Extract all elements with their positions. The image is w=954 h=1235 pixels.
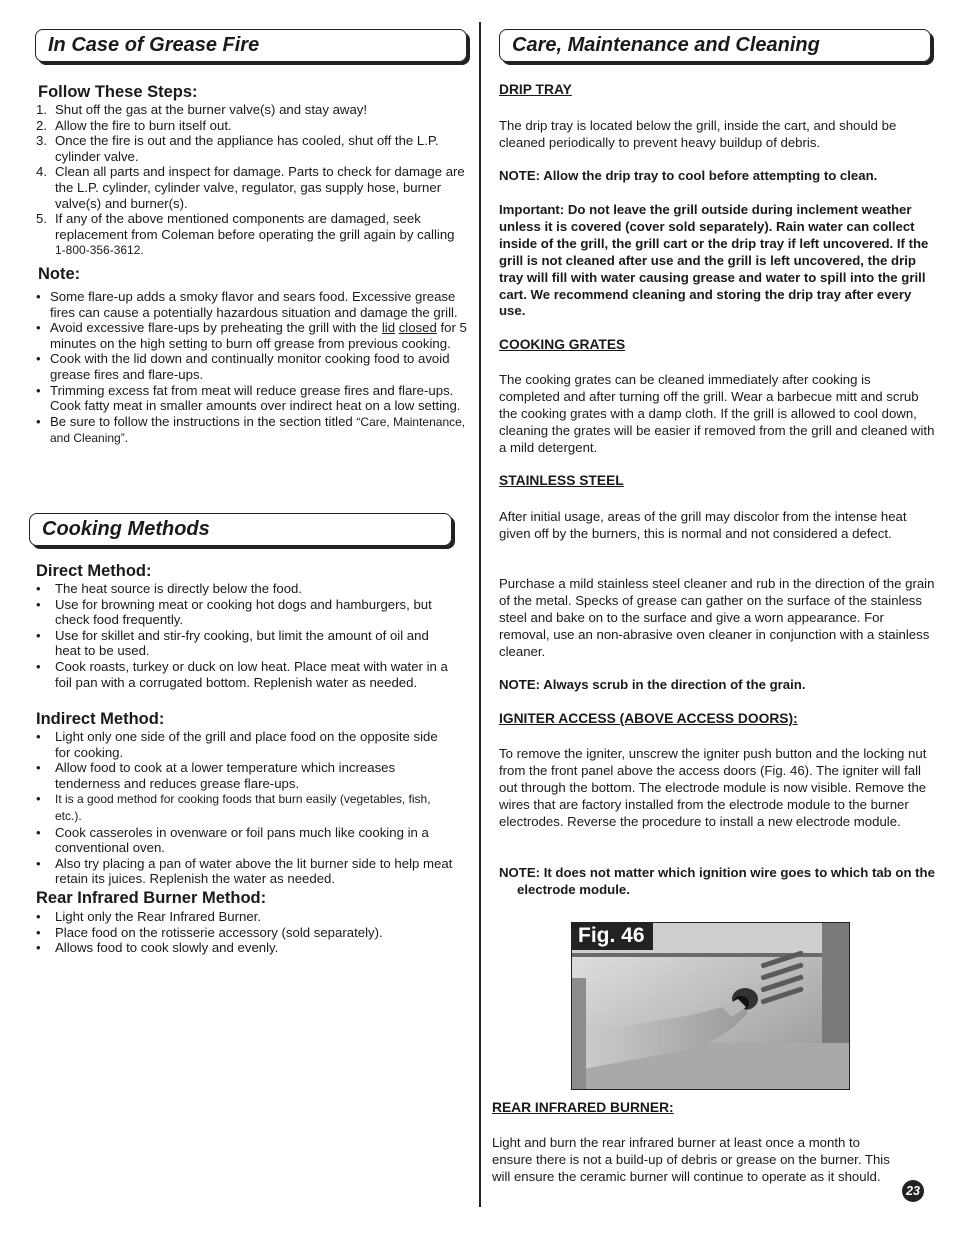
steps-list	[36, 102, 468, 259]
list-item: • Some flare-up adds a smoky flavor and sears food. Excessive grease fires can cause a potentially hazardous situation and damage the grill.	[36, 289, 458, 320]
list-item: 3. Once the fire is out and the appliance has cooled, shut off the L.P. cylinder valve.	[36, 133, 439, 164]
drip-tray-note: NOTE: Allow the drip tray to cool before attempting to clean.	[499, 168, 878, 183]
indirect-method-heading: Indirect Method:	[36, 710, 165, 728]
igniter-access-note: NOTE: It does not matter which ignition wire goes to which tab on the electrode module.	[499, 865, 935, 897]
care-title: Care, Maintenance and Cleaning	[499, 29, 931, 62]
list-item: • Use for skillet and stir-fry cooking, but limit the amount of oil and heat to be used.	[36, 627, 429, 659]
drip-tray-text: The drip tray is located below the grill, inside the cart, and should be cleaned periodically to prevent heavy buildup of debris.	[499, 118, 897, 150]
list-item: • Allows food to cook slowly and evenly.	[36, 940, 279, 956]
list-item: • Cook casseroles in ovenware or foil pans much like cooking in a conventional oven.	[36, 824, 429, 856]
stainless-steel-text-1: After initial usage, areas of the grill may discolor from the intense heat given off by the burners, this is normal and not considered a defect.	[499, 509, 907, 541]
list-item: • Use for browning meat or cooking hot dogs and hamburgers, but check food frequently.	[36, 596, 432, 628]
cooking-grates-text: The cooking grates can be cleaned immediately after cooking is completed and after turning off the grill. Wear a barbecue mitt and scrub the cooking grates with a damp cloth. If the grill is allowed to cool down, cleaning the grates will be easier if removed from the grill and cleaned with a mild detergent.	[499, 372, 935, 455]
igniter-access-text: To remove the igniter, unscrew the igniter push button and the locking nut from the front panel above the access doors (Fig. 46). The igniter will fall out through the bottom. The electrode module is now visible. Remove the wires that are factory installed from the electrode module to the burner electrodes. Reverse the procedure to install a new electrode module.	[499, 746, 927, 829]
indirect-method-list	[36, 729, 456, 887]
steps-heading: Follow These Steps:	[38, 83, 198, 101]
column-divider	[479, 22, 481, 1207]
list-item: 5. If any of the above mentioned components are damaged, seek replacement from Coleman before operating the grill again by calling 1-800-356-3612.	[36, 211, 455, 258]
list-item: • Cook with the lid down and continually monitor cooking food to avoid grease fires and flare-ups.	[36, 351, 450, 382]
list-item: • Light only the Rear Infrared Burner.	[36, 909, 261, 924]
rear-method-list	[36, 909, 456, 956]
rear-method-heading: Rear Infrared Burner Method:	[36, 889, 267, 907]
list-item: 2. Allow the fire to burn itself out.	[36, 117, 232, 133]
igniter-access-heading: IGNITER ACCESS (ABOVE ACCESS DOORS):	[499, 711, 798, 726]
list-item: • Place food on the rotisserie accessory (sold separately).	[36, 924, 383, 940]
direct-method-heading: Direct Method:	[36, 562, 152, 580]
stainless-steel-note: NOTE: Always scrub in the direction of the grain.	[499, 677, 806, 692]
cooking-methods-title: Cooking Methods	[29, 513, 452, 546]
list-item: • Avoid excessive flare-ups by preheating the grill with the lid closed for 5 minutes on the high setting to burn off grease from previous cooking.	[36, 320, 467, 351]
list-item: • Cook roasts, turkey or duck on low heat. Place meat with water in a foil pan with a corrugated bottom. Replenish water as needed.	[36, 658, 448, 690]
list-item: • Also try placing a pan of water above the lit burner side to help meat retain its juices. Replenish the water as needed.	[36, 855, 453, 887]
grease-fire-title: In Case of Grease Fire	[35, 29, 467, 62]
list-item: • Trimming excess fat from meat will reduce grease fires and flare-ups. Cook fatty meat in smaller amounts over indirect heat on a low setting.	[36, 382, 461, 414]
cooking-grates-heading: COOKING GRATES	[499, 337, 626, 352]
rear-infrared-burner-text: Light and burn the rear infrared burner at least once a month to ensure there is not a build-up of debris or grease on the burner. This will ensure the ceramic burner will continue to operate as it should.	[492, 1135, 890, 1184]
list-item: • Allow food to cook at a lower temperature which increases tenderness and reduces grease flare-ups.	[36, 760, 396, 791]
drip-tray-important: Important: Do not leave the grill outside during inclement weather unless it is covered (cover sold separately). Rain water can collect inside of the grill, the grill cart or the drip tray if left uncovered. If the grill is not cleaned after use and the grill is left uncovered, the drip tray will fill with water causing grease and water to spill into the grill cart. We recommend cleaning and storing the drip tray after every use.	[499, 202, 929, 319]
notes-list	[36, 289, 468, 447]
list-item: • Be sure to follow the instructions in the section titled “Care, Maintenance, and Cleaning”.	[36, 413, 466, 446]
page-number: 23	[902, 1180, 924, 1202]
list-item: • It is a good method for cooking foods that burn easily (vegetables, fish, etc.).	[36, 791, 431, 823]
list-item: • The heat source is directly below the food.	[36, 581, 303, 596]
direct-method-list	[36, 581, 456, 690]
note-heading: Note:	[38, 265, 81, 283]
figure-46	[571, 922, 850, 1090]
list-item: 4. Clean all parts and inspect for damage. Parts to check for damage are the L.P. cylinder, cylinder valve, regulator, gas supply hose, burner valve(s) and burner(s).	[36, 164, 465, 211]
stainless-steel-heading: STAINLESS STEEL	[499, 473, 624, 488]
rear-infrared-burner-heading: REAR INFRARED BURNER:	[492, 1100, 674, 1115]
drip-tray-heading: DRIP TRAY	[499, 82, 572, 97]
list-item: 1. Shut off the gas at the burner valve(s) and stay away!	[36, 102, 368, 117]
phone-number: 1-800-356-3612.	[55, 243, 144, 258]
list-item: • Light only one side of the grill and place food on the opposite side for cooking.	[36, 729, 438, 760]
stainless-steel-text-2: Purchase a mild stainless steel cleaner and rub in the direction of the grain of the metal. Specks of grease can gather on the surface of the stainless steel and bake on to the surface and give a worn appearance. For removal, use an non-abrasive oven cleaner in conjunction with a stainless cleaner.	[499, 576, 935, 659]
figure-label: Fig. 46	[572, 923, 653, 950]
